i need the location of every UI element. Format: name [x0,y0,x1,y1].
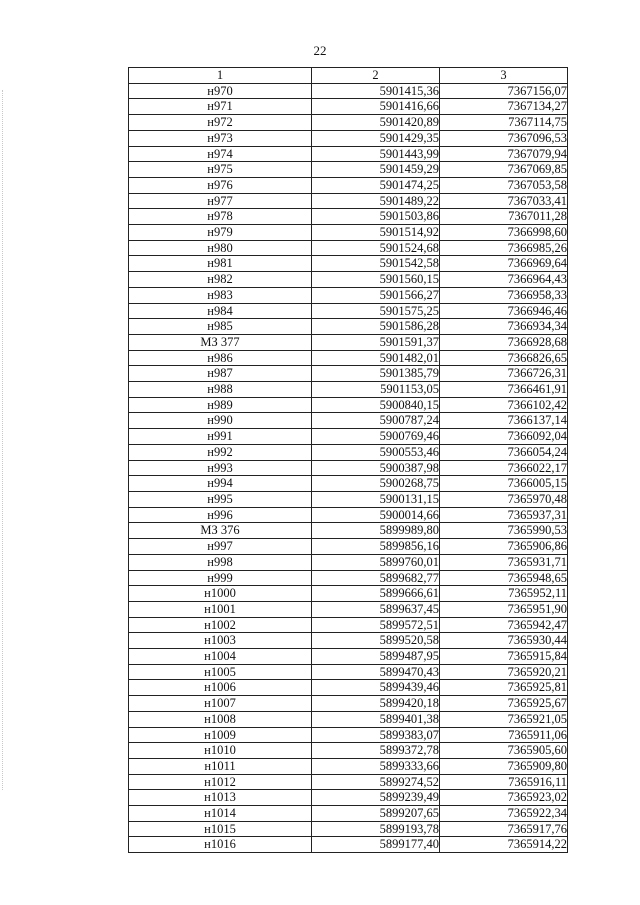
y-coordinate-cell: 7367069,85 [440,162,568,178]
x-coordinate-cell: 5899666,61 [312,586,440,602]
table-row [129,83,568,99]
point-name-cell: н972 [129,115,312,131]
x-coordinate-cell: 5899682,77 [312,570,440,586]
table-row [129,287,568,303]
point-name-cell: н1015 [129,821,312,837]
y-coordinate-cell: 7366005,15 [440,476,568,492]
point-name-cell: МЗ 377 [129,334,312,350]
x-coordinate-cell: 5901459,29 [312,162,440,178]
x-coordinate-cell: 5901385,79 [312,366,440,382]
point-name-cell: н1004 [129,649,312,665]
x-coordinate-cell: 5899856,16 [312,539,440,555]
point-name-cell: н1007 [129,696,312,712]
y-coordinate-cell: 7367053,58 [440,177,568,193]
x-coordinate-cell: 5901474,25 [312,177,440,193]
y-coordinate-cell: 7366826,65 [440,350,568,366]
y-coordinate-cell: 7366928,68 [440,334,568,350]
scan-margin-line [2,90,4,790]
table-row [129,633,568,649]
table-row [129,225,568,241]
y-coordinate-cell: 7365914,22 [440,837,568,853]
y-coordinate-cell: 7365948,65 [440,570,568,586]
y-coordinate-cell: 7365917,76 [440,821,568,837]
y-coordinate-cell: 7367079,94 [440,146,568,162]
coordinates-table [128,67,568,853]
x-coordinate-cell: 5899207,65 [312,806,440,822]
x-coordinate-cell: 5900268,75 [312,476,440,492]
x-coordinate-cell: 5899420,18 [312,696,440,712]
y-coordinate-cell: 7367156,07 [440,83,568,99]
x-coordinate-cell: 5901153,05 [312,382,440,398]
y-coordinate-cell: 7366998,60 [440,225,568,241]
point-name-cell: н982 [129,272,312,288]
point-name-cell: н1011 [129,758,312,774]
y-coordinate-cell: 7365970,48 [440,491,568,507]
y-coordinate-cell: 7366946,46 [440,303,568,319]
x-coordinate-cell: 5901429,35 [312,130,440,146]
point-name-cell: н1010 [129,743,312,759]
x-coordinate-cell: 5901482,01 [312,350,440,366]
point-name-cell: н1001 [129,601,312,617]
x-coordinate-cell: 5899989,80 [312,523,440,539]
point-name-cell: н1009 [129,727,312,743]
point-name-cell: н1006 [129,680,312,696]
point-name-cell: н1005 [129,664,312,680]
y-coordinate-cell: 7365905,60 [440,743,568,759]
point-name-cell: н999 [129,570,312,586]
table-row [129,146,568,162]
table-row [129,193,568,209]
table-row [129,649,568,665]
y-coordinate-cell: 7365920,21 [440,664,568,680]
point-name-cell: н971 [129,99,312,115]
point-name-cell: н976 [129,177,312,193]
table-body [129,83,568,852]
x-coordinate-cell: 5901591,37 [312,334,440,350]
table-row [129,696,568,712]
x-coordinate-cell: 5901586,28 [312,319,440,335]
table-row [129,727,568,743]
y-coordinate-cell: 7367033,41 [440,193,568,209]
point-name-cell: н977 [129,193,312,209]
point-name-cell: н990 [129,413,312,429]
point-name-cell: МЗ 376 [129,523,312,539]
table-row [129,507,568,523]
y-coordinate-cell: 7365909,80 [440,758,568,774]
table-row [129,382,568,398]
column-header-3: 3 [440,68,568,84]
table-row [129,758,568,774]
point-name-cell: н1012 [129,774,312,790]
table-row [129,240,568,256]
point-name-cell: н988 [129,382,312,398]
table-row [129,130,568,146]
y-coordinate-cell: 7365923,02 [440,790,568,806]
x-coordinate-cell: 5899637,45 [312,601,440,617]
table-row [129,821,568,837]
point-name-cell: н993 [129,460,312,476]
x-coordinate-cell: 5900014,66 [312,507,440,523]
table-row [129,303,568,319]
y-coordinate-cell: 7365952,11 [440,586,568,602]
y-coordinate-cell: 7365915,84 [440,649,568,665]
y-coordinate-cell: 7367114,75 [440,115,568,131]
x-coordinate-cell: 5901560,15 [312,272,440,288]
table-row [129,837,568,853]
x-coordinate-cell: 5899177,40 [312,837,440,853]
point-name-cell: н986 [129,350,312,366]
y-coordinate-cell: 7366092,04 [440,429,568,445]
point-name-cell: н998 [129,554,312,570]
table-row [129,209,568,225]
y-coordinate-cell: 7365925,67 [440,696,568,712]
y-coordinate-cell: 7366964,43 [440,272,568,288]
y-coordinate-cell: 7365925,81 [440,680,568,696]
y-coordinate-cell: 7365906,86 [440,539,568,555]
point-name-cell: н984 [129,303,312,319]
point-name-cell: н978 [129,209,312,225]
table-row [129,664,568,680]
x-coordinate-cell: 5900840,15 [312,397,440,413]
table-row [129,570,568,586]
point-name-cell: н983 [129,287,312,303]
table-row [129,413,568,429]
x-coordinate-cell: 5899274,52 [312,774,440,790]
x-coordinate-cell: 5901575,25 [312,303,440,319]
y-coordinate-cell: 7367011,28 [440,209,568,225]
column-header-1: 1 [129,68,312,84]
table-row [129,806,568,822]
table-row [129,350,568,366]
table-row [129,554,568,570]
point-name-cell: н1008 [129,711,312,727]
table-row [129,366,568,382]
point-name-cell: н991 [129,429,312,445]
x-coordinate-cell: 5901524,68 [312,240,440,256]
y-coordinate-cell: 7365951,90 [440,601,568,617]
x-coordinate-cell: 5901443,99 [312,146,440,162]
x-coordinate-cell: 5899193,78 [312,821,440,837]
point-name-cell: н970 [129,83,312,99]
point-name-cell: н975 [129,162,312,178]
y-coordinate-cell: 7366022,17 [440,460,568,476]
x-coordinate-cell: 5901514,92 [312,225,440,241]
point-name-cell: н980 [129,240,312,256]
point-name-cell: н981 [129,256,312,272]
x-coordinate-cell: 5901416,66 [312,99,440,115]
x-coordinate-cell: 5899372,78 [312,743,440,759]
point-name-cell: н995 [129,491,312,507]
table-row [129,177,568,193]
x-coordinate-cell: 5899333,66 [312,758,440,774]
table-row [129,319,568,335]
point-name-cell: н992 [129,444,312,460]
x-coordinate-cell: 5901542,58 [312,256,440,272]
table-row [129,711,568,727]
y-coordinate-cell: 7366985,26 [440,240,568,256]
page-number: 22 [313,43,327,58]
point-name-cell: н973 [129,130,312,146]
y-coordinate-cell: 7365931,71 [440,554,568,570]
y-coordinate-cell: 7366934,34 [440,319,568,335]
table-row [129,617,568,633]
y-coordinate-cell: 7366726,31 [440,366,568,382]
x-coordinate-cell: 5901415,36 [312,83,440,99]
x-coordinate-cell: 5899439,46 [312,680,440,696]
y-coordinate-cell: 7366969,64 [440,256,568,272]
header-row [129,68,568,84]
x-coordinate-cell: 5899572,51 [312,617,440,633]
x-coordinate-cell: 5900787,24 [312,413,440,429]
table-row [129,334,568,350]
table-row [129,601,568,617]
point-name-cell: н1003 [129,633,312,649]
x-coordinate-cell: 5900131,15 [312,491,440,507]
table-row [129,680,568,696]
point-name-cell: н987 [129,366,312,382]
table-row [129,523,568,539]
table-row [129,774,568,790]
x-coordinate-cell: 5899520,58 [312,633,440,649]
point-name-cell: н974 [129,146,312,162]
point-name-cell: н1000 [129,586,312,602]
table-row [129,476,568,492]
point-name-cell: н985 [129,319,312,335]
table-row [129,429,568,445]
x-coordinate-cell: 5899470,43 [312,664,440,680]
point-name-cell: н1014 [129,806,312,822]
table-row [129,444,568,460]
y-coordinate-cell: 7365921,05 [440,711,568,727]
y-coordinate-cell: 7365916,11 [440,774,568,790]
x-coordinate-cell: 5899239,49 [312,790,440,806]
point-name-cell: н997 [129,539,312,555]
x-coordinate-cell: 5899760,01 [312,554,440,570]
point-name-cell: н994 [129,476,312,492]
y-coordinate-cell: 7366137,14 [440,413,568,429]
y-coordinate-cell: 7367096,53 [440,130,568,146]
x-coordinate-cell: 5901503,86 [312,209,440,225]
y-coordinate-cell: 7365911,06 [440,727,568,743]
point-name-cell: н1016 [129,837,312,853]
table-row [129,460,568,476]
table-row [129,491,568,507]
table-row [129,539,568,555]
table-row [129,162,568,178]
x-coordinate-cell: 5899487,95 [312,649,440,665]
table-row [129,397,568,413]
table-row [129,99,568,115]
y-coordinate-cell: 7366102,42 [440,397,568,413]
y-coordinate-cell: 7365990,53 [440,523,568,539]
y-coordinate-cell: 7365942,47 [440,617,568,633]
y-coordinate-cell: 7366958,33 [440,287,568,303]
x-coordinate-cell: 5901489,22 [312,193,440,209]
table-row [129,272,568,288]
y-coordinate-cell: 7365922,34 [440,806,568,822]
x-coordinate-cell: 5900387,98 [312,460,440,476]
y-coordinate-cell: 7367134,27 [440,99,568,115]
x-coordinate-cell: 5901420,89 [312,115,440,131]
y-coordinate-cell: 7365937,31 [440,507,568,523]
table-row [129,743,568,759]
point-name-cell: н979 [129,225,312,241]
column-header-2: 2 [312,68,440,84]
point-name-cell: н1013 [129,790,312,806]
point-name-cell: н996 [129,507,312,523]
x-coordinate-cell: 5899383,07 [312,727,440,743]
table-row [129,586,568,602]
table-row [129,115,568,131]
y-coordinate-cell: 7366054,24 [440,444,568,460]
point-name-cell: н989 [129,397,312,413]
x-coordinate-cell: 5900553,46 [312,444,440,460]
table-row [129,790,568,806]
point-name-cell: н1002 [129,617,312,633]
x-coordinate-cell: 5901566,27 [312,287,440,303]
y-coordinate-cell: 7366461,91 [440,382,568,398]
y-coordinate-cell: 7365930,44 [440,633,568,649]
table-row [129,256,568,272]
x-coordinate-cell: 5899401,38 [312,711,440,727]
x-coordinate-cell: 5900769,46 [312,429,440,445]
